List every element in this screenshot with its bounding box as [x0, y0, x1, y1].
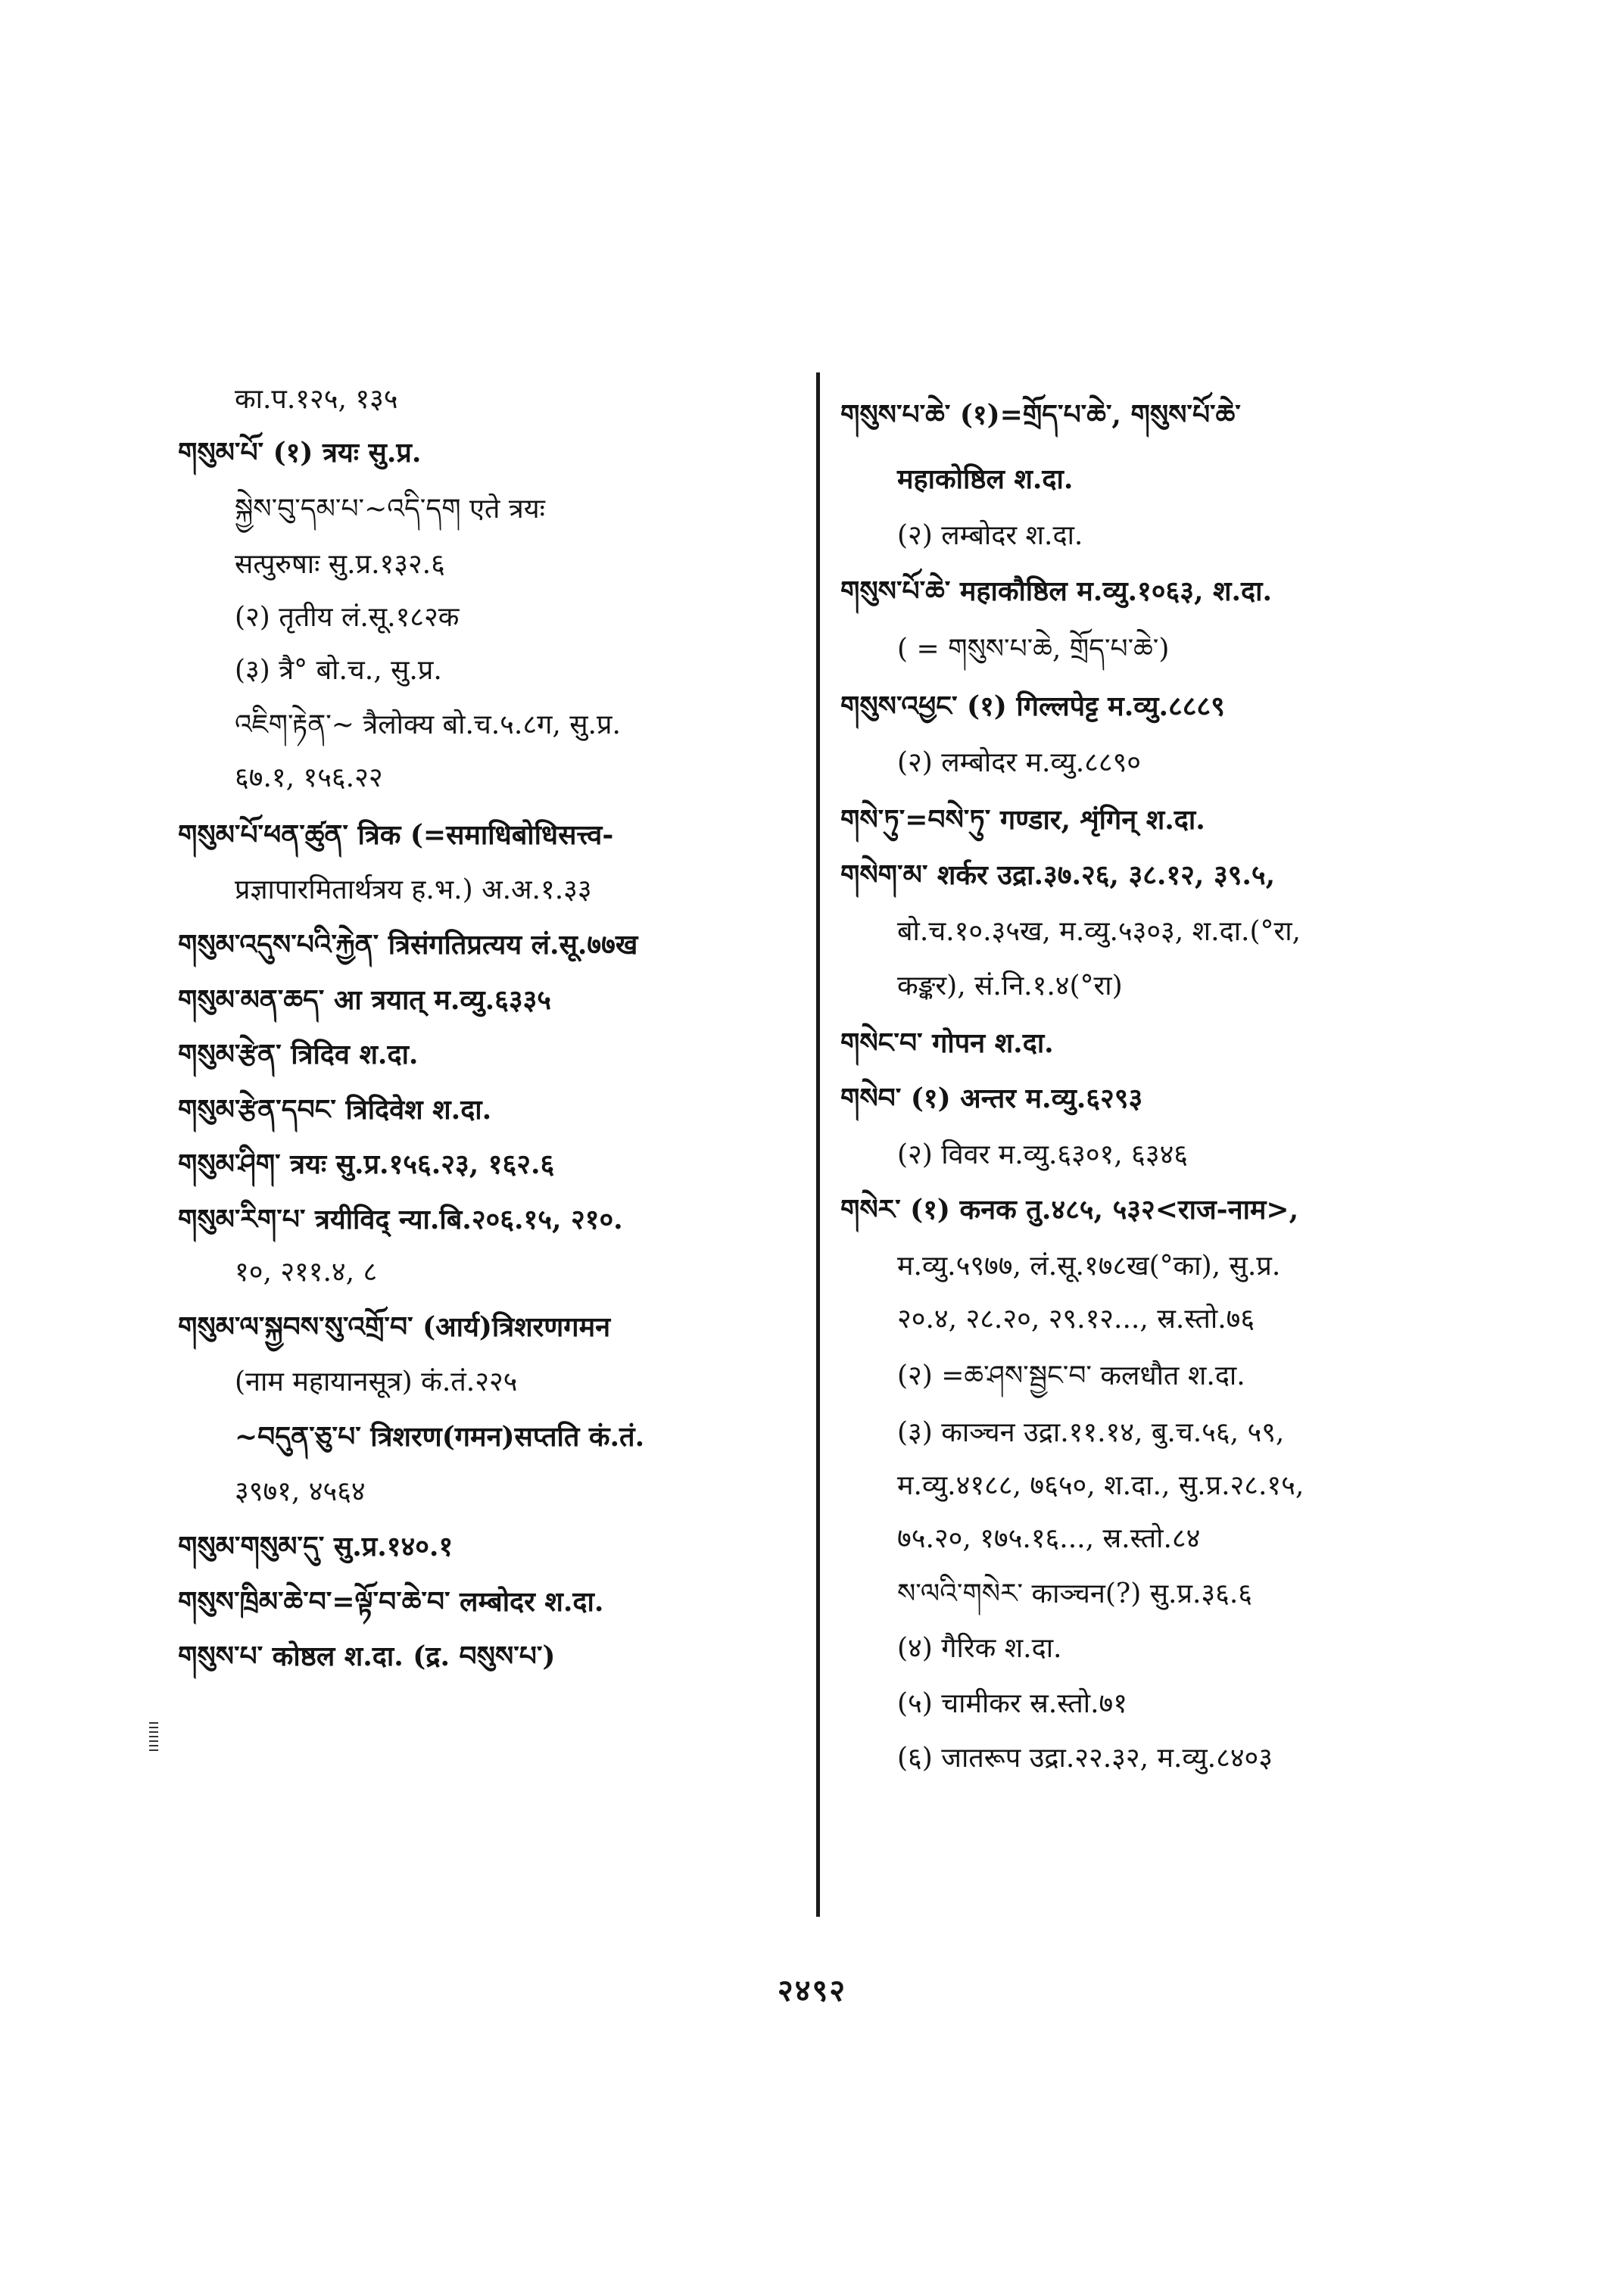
- entry-line: གསུམ་ལ་སྐྱབས་སུ་འགྲོ་བ་ (आर्य)त्रिशरणगमन: [178, 1311, 611, 1343]
- entry-line: གསུས་ཁྲིམ་ཆེ་བ་=ལྟོ་བ་ཆེ་བ་ लम्बोदर श.दा.: [178, 1586, 604, 1618]
- entry-line: གསུས་འཕྱང་ (१) गिल्लपेट्ट म.व्यु.८८८९: [840, 690, 1225, 722]
- page-number: २४९२: [777, 1973, 847, 2008]
- entry-line: १०, २११.४, ८: [235, 1257, 378, 1288]
- entry-line: གསུམ་པོ་ཕན་ཚུན་ त्रिक (=समाधिबोधिसत्त्व-: [178, 819, 614, 851]
- entry-line: बो.च.१०.३५ख, म.व्यु.५३०३, श.दा.(°रा,: [897, 916, 1301, 947]
- entry-line: (२) विवर म.व्यु.६३०१, ६३४६: [897, 1139, 1189, 1170]
- entry-line: ( = གསུས་པ་ཆེ, གྲོད་པ་ཆེ་): [897, 634, 1170, 665]
- entry-line: ७५.२०, १७५.१६..., स्र.स्तो.८४: [897, 1523, 1201, 1554]
- entry-line: (३) काञ्चन उद्रा.११.१४, बु.च.५६, ५९,: [897, 1417, 1285, 1448]
- entry-line: (२) लम्बोदर म.व्यु.८८९०: [897, 747, 1142, 778]
- entry-line: གསུམ་པོ་ (१) त्रयः सु.प्र.: [178, 437, 422, 469]
- entry-line: གསེབ་ (१) अन्तर म.व्यु.६२९३: [840, 1083, 1143, 1114]
- entry-line: གསུམ་མན་ཆད་ आ त्रयात् म.व्यु.६३३५: [178, 984, 552, 1016]
- entry-line: སྐྱེས་བུ་དམ་པ་~འདི་དག एते त्रयः: [235, 494, 545, 525]
- entry-line: म.व्यु.५९७७, लं.सू.१७८ख(°का), सु.प्र.: [897, 1251, 1281, 1282]
- entry-line: གསུམ་རིག་པ་ त्रयीविद् न्या.बि.२०६.१५, २१०.: [178, 1204, 623, 1235]
- entry-line: ས་ལའི་གསེར་ काञ्चन(?) सु.प्र.३६.६: [897, 1578, 1252, 1609]
- entry-line: ~བདུན་ཅུ་པ་ त्रिशरण(गमन)सप्तति कं.तं.: [235, 1421, 645, 1453]
- entry-line: གསུས་པ་ཆེ་ (१)=གྲོད་པ་ཆེ་, གསུས་པོ་ཆེ་: [840, 399, 1241, 431]
- margin-mark: [149, 1722, 158, 1752]
- entry-line: གསེར་ (१) कनक तु.४८५, ५३२<राज-नाम>,: [840, 1194, 1299, 1226]
- entry-line: महाकोष्ठिल श.दा.: [897, 463, 1074, 495]
- entry-line: གསུམ་རྩེན་དབང་ त्रिदिवेश श.दा.: [178, 1094, 492, 1126]
- entry-line: འཇིག་རྟེན་~ त्रैलोक्य बो.च.५.८ग, सु.प्र.: [235, 709, 621, 740]
- entry-line: (४) गैरिक श.दा.: [897, 1633, 1062, 1664]
- entry-line: གསུས་པོ་ཆེ་ महाकौष्ठिल म.व्यु.१०६३, श.दा.: [840, 575, 1272, 607]
- entry-line: གསུམ་ཤིག་ त्रयः सु.प्र.१५६.२३, १६२.६: [178, 1148, 555, 1180]
- column-divider: [816, 372, 820, 1917]
- entry-line: གསུམ་རྩེན་ त्रिदिव श.दा.: [178, 1039, 419, 1070]
- entry-line: (५) चामीकर स्र.स्तो.७१: [897, 1688, 1127, 1719]
- entry-line: ३९७१, ४५६४: [235, 1476, 366, 1507]
- entry-line: (२) लम्बोदर श.दा.: [897, 520, 1083, 551]
- entry-line: प्रज्ञापारमितार्थत्रय ह.भ.) अ.अ.१.३३: [235, 874, 592, 905]
- entry-line: གསེང་བ་ गोपन श.दा.: [840, 1027, 1054, 1059]
- entry-line: གསེ་ཏུ་=བསེ་ཏུ་ गण्डार, शृंगिन् श.दा.: [840, 804, 1205, 836]
- entry-line: གསུམ་གསུམ་དུ་ सु.प्र.१४०.१: [178, 1531, 454, 1562]
- entry-line: कङ्कर), सं.नि.१.४(°रा): [897, 970, 1123, 1002]
- entry-line: གསེག་མ་ शर्कर उद्रा.३७.२६, ३८.१२, ३९.५,: [840, 859, 1276, 891]
- entry-line: सत्पुरुषाः सु.प्र.१३२.६: [235, 549, 445, 580]
- entry-line: (६) जातरूप उद्रा.२२.३२, म.व्यु.८४०३: [897, 1743, 1273, 1774]
- entry-line: (नाम महायानसूत्र) कं.तं.२२५: [235, 1366, 518, 1397]
- entry-line: २०.४, २८.२०, २९.१२..., स्र.स्तो.७६: [897, 1304, 1255, 1335]
- entry-line: ६७.१, १५६.२२: [235, 762, 383, 793]
- entry-line: म.व्यु.४१८८, ७६५०, श.दा., सु.प्र.२८.१५,: [897, 1470, 1304, 1501]
- entry-line: གསུས་པ་ कोष्ठल श.दा. (द्र. བསུས་པ་): [178, 1640, 556, 1672]
- entry-line: (२) तृतीय लं.सू.१८२क: [235, 602, 460, 633]
- entry-line: གསུམ་འདུས་པའི་རྐྱེན་ त्रिसंगतिप्रत्यय लं.सू.७७ख: [178, 929, 638, 961]
- entry-line: (३) त्रै° बो.च., सु.प्र.: [235, 655, 442, 686]
- entry-line: (२) =ཆ་ཤས་སྦྱང་བ་ कलधौत श.दा.: [897, 1360, 1245, 1391]
- entry-line: का.प.१२५, १३५: [235, 384, 398, 415]
